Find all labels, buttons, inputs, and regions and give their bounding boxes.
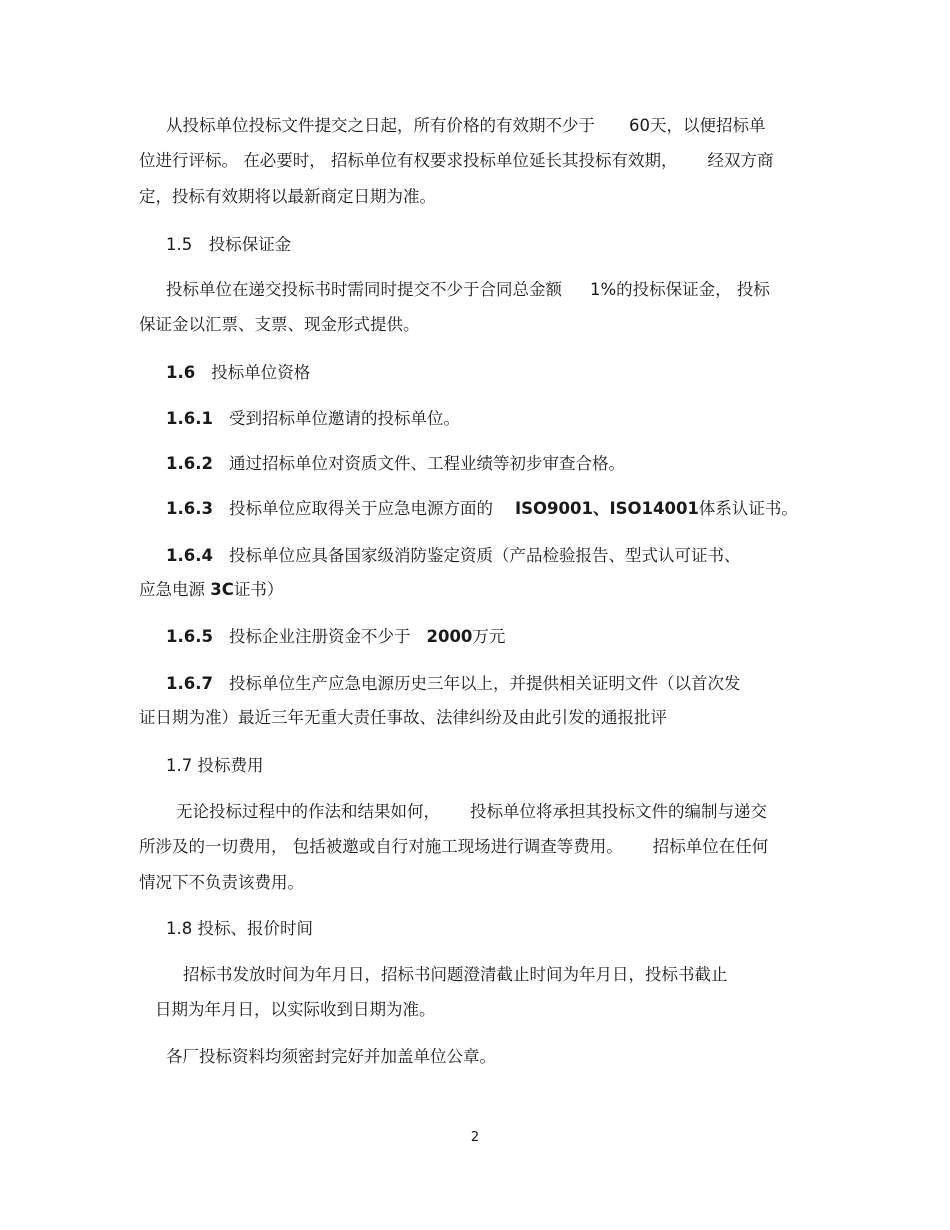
item-1-6-4-line-2: 应急电源 3C证书） [139, 580, 284, 599]
paragraph-seal: 各厂投标资料均须密封完好并加盖单位公章。 [166, 1047, 496, 1066]
heading-1-8: 1.8 投标、报价时间 [166, 919, 313, 938]
paragraph-validity-line-3: 定，投标有效期将以最新商定日期为准。 [139, 187, 436, 206]
heading-1-7: 1.7 投标费用 [166, 756, 264, 775]
paragraph-bond-line-1: 投标单位在递交投标书时需同时提交不少于合同总金额 1%的投标保证金， 投标 [166, 280, 770, 299]
paragraph-costs-line-1: 无论投标过程中的作法和结果如何， 投标单位将承担其投标文件的编制与递交 [176, 802, 767, 821]
item-1-6-1: 1.6.1 受到招标单位邀请的投标单位。 [166, 409, 460, 428]
page-number: 2 [470, 1130, 480, 1145]
item-1-6-5: 1.6.5 投标企业注册资金不少于 2000万元 [166, 627, 506, 646]
paragraph-validity-line-1: 从投标单位投标文件提交之日起，所有价格的有效期不少于 60天，以便招标单 [166, 116, 766, 135]
item-1-6-7-line-2: 证日期为准）最近三年无重大责任事故、法律纠纷及由此引发的通报批评 [139, 708, 667, 727]
paragraph-costs-line-2: 所涉及的一切费用， 包括被邀或自行对施工现场进行调查等费用。 招标单位在任何 [139, 837, 769, 856]
paragraph-time-line-1: 招标书发放时间为年月日，招标书问题澄清截止时间为年月日，投标书截止 [183, 965, 728, 984]
paragraph-costs-line-3: 情况下不负责该费用。 [139, 873, 304, 892]
paragraph-validity-line-2: 位进行评标。 在必要时， 招标单位有权要求投标单位延长其投标有效期， 经双方商 [139, 151, 774, 170]
item-1-6-4-line-1: 1.6.4 投标单位应具备国家级消防鉴定资质（产品检验报告、型式认可证书、 [166, 546, 741, 565]
heading-1-5: 1.5 投标保证金 [166, 235, 292, 254]
heading-1-6: 1.6 投标单位资格 [166, 363, 311, 382]
paragraph-time-line-2: 日期为年月日，以实际收到日期为准。 [155, 1000, 436, 1019]
item-1-6-7-line-1: 1.6.7 投标单位生产应急电源历史三年以上，并提供相关证明文件（以首次发 [166, 674, 741, 693]
item-1-6-3: 1.6.3 投标单位应取得关于应急电源方面的 ISO9001、ISO14001体系认证书。 [166, 499, 798, 518]
paragraph-bond-line-2: 保证金以汇票、支票、现金形式提供。 [139, 315, 420, 334]
item-1-6-2: 1.6.2 通过招标单位对资质文件、工程业绩等初步审查合格。 [166, 454, 625, 473]
